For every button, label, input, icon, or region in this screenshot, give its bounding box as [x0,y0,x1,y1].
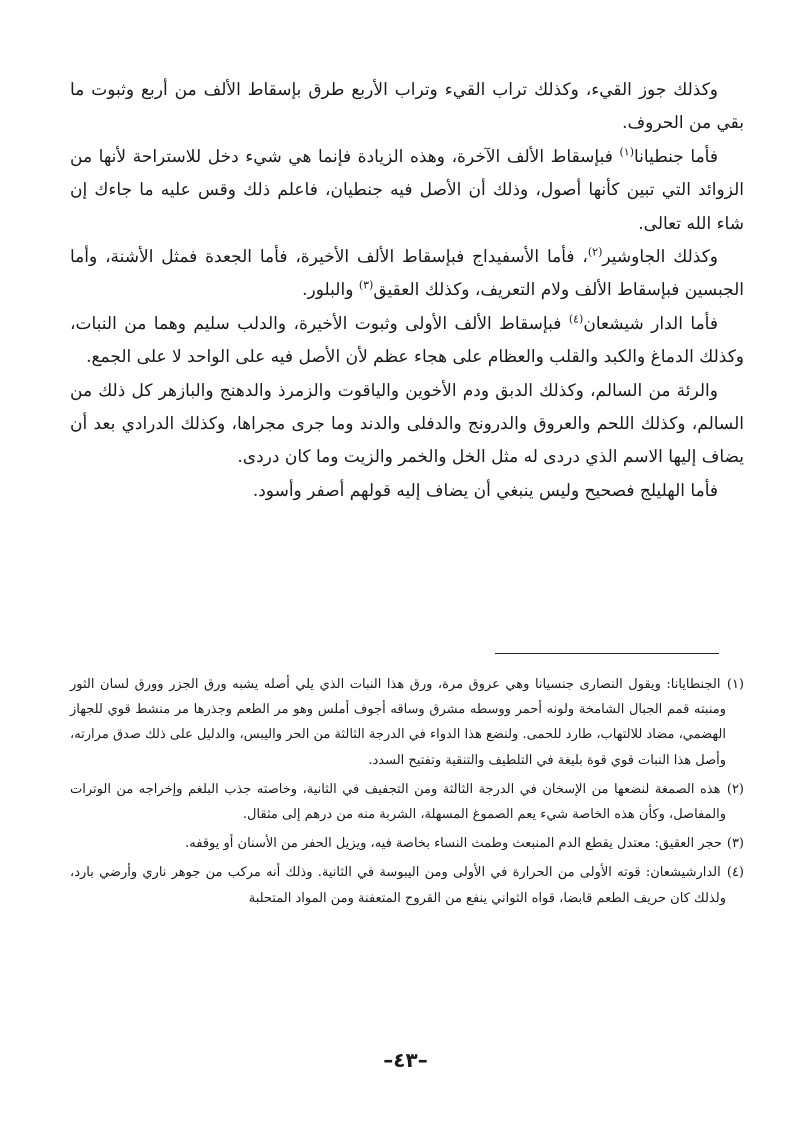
footnote-number: (٢) [726,781,744,797]
paragraph-5: والرئة من السالم، وكذلك الدبق ودم الأخوين والياقوت والزمرذ والدهنج والبازهر كل ذلك من السالم، وكذلك اللحم والعروق والدرونج والدفلى والدند وما جرى مجراها، وكذلك الدرادي بعد أن يضاف إليها الاسم الذي دردى له مثل الخل والخمر والزيت وما كان دردى. [70,380,744,468]
paragraph-6: فأما الهليلج فصحيح وليس ينبغي أن يضاف إليه قولهم أصفر وأسود. [252,480,718,501]
footnote-4 [70,860,744,910]
paragraph-2: فأما جنطيانا$^{(١)}$ فبإسقاط الألف الآخرة، وهذه الزيادة فإنما هي شيء دخل للاستراحة لأنها من الزوائد التي تبين كأنها أصول، وذلك أن الأصل فيه جنطيان، فاعلم ذلك وقس عليه ما جاءك إن شاء الله تعالى. [70,145,744,234]
footnote-ref-1[interactable]: (١) [619,145,634,159]
footnote-ref-4[interactable]: (٤) [568,312,584,326]
main-text [70,74,744,508]
footnote-divider [495,653,719,654]
footnote-3 [70,831,744,856]
footnote-ref-3[interactable]: (٣) [358,278,374,292]
footnote-text: الجنطايانا: ويقول النصارى جنسيانا وهي عروق مرة، ورق هذا النبات الذي يلي أصله يشبه ورق الجزر وورق لسان الثور ومنبته قمم الجبال الشامخة ولونه أحمر ووسطه مشرق وساقه أجوف أملس وهو مر الطعم وجذرها مر منشط قوي للجهاز الهضمي، مضاد للالتهاب، طارد للحمى. ولنضع هذا الدواء في الدرجة الثالثة من الحر واليبس، والدليل على ذلك صدق مرارته، وأصل هذا النبات قوي قوة بليغة في التلطيف والتنقية وتفتيح السدد. [70,677,726,768]
footnote-2 [70,777,744,827]
footnote-ref-2[interactable]: (٢) [587,245,603,259]
footnote-number: (١) [726,677,744,692]
paragraph-4: فأما الدار شيشعان$^{(٤)}$ فبإسقاط الألف الأولى وثبوت الأخيرة، والدلب سليم وهما من النبات، وكذلك الدماغ والكبد والقلب والعظام على هجاء عظم لأن الأصل فيه على الواحد لا على الجمع. [70,312,744,368]
paragraph-3: وكذلك الجاوشير$^{(٢)}$، فأما الأسفيداج فبإسقاط الألف الأخيرة، فأما الجعدة فمثل الأشنة، وأما الجبسين فبإسقاط الألف ولام التعريف، وكذلك العقيق$^{(٣)}$ والبلور. [70,245,744,301]
paragraph-1: وكذلك جوز القيء، وكذلك تراب القيء وتراب الأربع طرق بإسقاط الألف من أربع وثبوت ما بقي من الحروف. [70,80,744,134]
footnote-text: هذه الصمغة لنضعها من الإسخان في الدرجة الثالثة ومن التجفيف في الثانية، وخاصته جذب البلغم وإخراجه من الوترات والمفاصل، وكأن هذه الخاصة شيء يعم الصموغ المسهلة، الشربة منه من درهم إلى مثقال. [70,781,726,823]
footnote-text: الدارشيشعان: قوته الأولى من الحرارة في الأولى ومن اليبوسة في الثانية. وذلك أنه مركب من جوهر ناري وأرضي بارد، ولذلك كان حريف الطعم قابضا، قواه الثواني ينفع من القروح المتعفنة ومن المواد المتحلبة [70,865,726,906]
footnote-text: حجر العقيق: معتدل يقطع الدم المنبعث وطمث النساء بخاصة فيه، ويزيل الحفر من الأسنان أو يوقفه. [185,836,722,852]
footnotes [70,672,744,915]
page-number: –٤٣– [383,1048,428,1072]
footnote-number: (٤) [726,865,744,881]
footnote-number: (٣) [726,836,744,852]
footnote-1 [70,672,744,773]
